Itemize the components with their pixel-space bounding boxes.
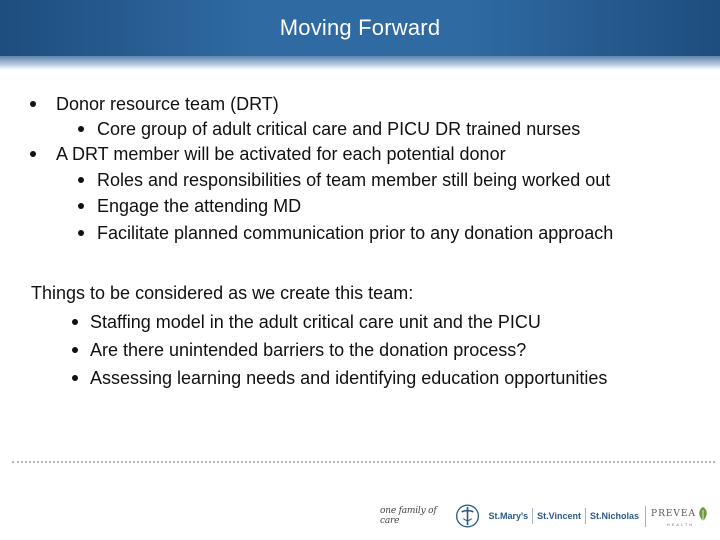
bullet-text: Facilitate planned communication prior to any donation approach <box>97 223 614 243</box>
bullet-dot <box>78 230 84 236</box>
sub-bullet-item <box>78 195 301 217</box>
bullet-text: Core group of adult critical care and PICU DR trained nurses <box>97 119 581 139</box>
prevea-logo <box>645 506 710 527</box>
title-bar-fade <box>0 56 720 70</box>
consideration-item <box>72 339 526 361</box>
prevea-subtitle: HEALTH <box>666 521 695 527</box>
sub-bullet-item <box>78 222 613 244</box>
bullet-text: Staffing model in the adult critical care unit and the PICU <box>90 312 541 332</box>
prevea-wordmark: PREVEA <box>651 508 696 519</box>
bullet-dot <box>72 319 78 325</box>
bullet-item <box>30 143 506 165</box>
bullet-dot <box>78 203 84 209</box>
bullet-text: Roles and responsibilities of team member still being worked out <box>97 170 611 190</box>
title-bar <box>0 0 720 56</box>
bullet-dot <box>30 101 36 107</box>
leaf-icon <box>696 506 710 522</box>
footer-tagline: one family of care <box>380 506 437 526</box>
bullet-dot <box>72 375 78 381</box>
hospital-st-marys: St.Mary's <box>488 511 529 521</box>
hospital-st-nicholas: St.Nicholas <box>585 508 643 524</box>
bullet-text: A DRT member will be activated for each potential donor <box>56 144 506 164</box>
consideration-item <box>72 311 541 333</box>
bullet-dot <box>72 347 78 353</box>
bullet-dot <box>30 151 36 157</box>
bullet-text: Engage the attending MD <box>97 196 302 216</box>
bullet-item <box>30 93 279 115</box>
consideration-item <box>72 367 607 389</box>
bullet-text: Are there unintended barriers to the donation process? <box>90 340 527 360</box>
sub-bullet-item <box>78 118 580 140</box>
footer-logos <box>380 496 710 536</box>
bullet-dot <box>78 126 84 132</box>
bullet-text: Assessing learning needs and identifying education opportunities <box>90 368 608 388</box>
bullet-text: Donor resource team (DRT) <box>56 94 279 114</box>
hospital-st-vincent: St.Vincent <box>532 508 585 524</box>
footer-divider <box>12 461 715 463</box>
section-heading: Things to be considered as we create this team: <box>31 283 414 303</box>
cross-seal-icon <box>455 499 480 533</box>
bullet-dot <box>78 177 84 183</box>
sub-bullet-item <box>78 169 610 191</box>
slide-title: Moving Forward <box>279 15 441 40</box>
